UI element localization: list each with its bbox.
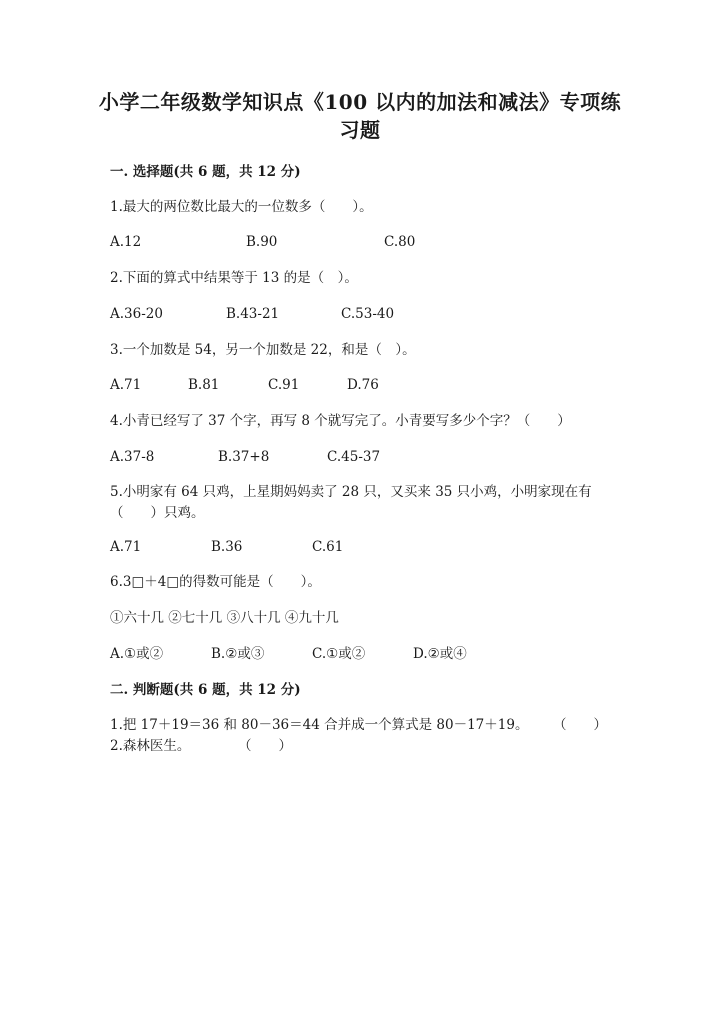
q1-option-a: A.12 xyxy=(110,234,142,250)
question-1: 1.最大的两位数比最大的一位数多（ ）。 xyxy=(110,199,373,215)
page-title: 小学二年级数学知识点《100 以内的加法和减法》专项练习题 xyxy=(98,90,622,142)
question-3: 3.一个加数是 54，另一个加数是 22，和是（ ）。 xyxy=(110,342,416,358)
q6-option-b: B.②或③ xyxy=(211,646,265,662)
q4-option-a: A.37-8 xyxy=(110,449,155,465)
section-heading-choice: 一. 选择题(共 6 题，共 12 分) xyxy=(110,164,301,180)
section-heading-judge: 二. 判断题(共 6 题，共 12 分) xyxy=(110,682,301,698)
q5-option-c: C.61 xyxy=(312,539,344,555)
question-4: 4.小青已经写了 37 个字，再写 8 个就写完了。小青要写多少个字？（ ） xyxy=(110,413,571,429)
q3-option-c: C.91 xyxy=(268,377,300,393)
q4-option-b: B.37+8 xyxy=(218,449,270,465)
q6-choices: ①六十几 ②七十几 ③八十几 ④九十几 xyxy=(110,610,339,626)
judge-item-2: 2.森林医生。 xyxy=(110,738,191,754)
q2-option-b: B.43-21 xyxy=(226,306,280,322)
q1-option-c: C.80 xyxy=(384,234,416,250)
q5-option-a: A.71 xyxy=(110,539,142,555)
question-6: 6.3□＋4□的得数可能是（ ）。 xyxy=(110,574,321,590)
question-2: 2.下面的算式中结果等于 13 的是（ ）。 xyxy=(110,270,358,286)
q6-option-c: C.①或② xyxy=(312,646,366,662)
q1-option-b: B.90 xyxy=(246,234,278,250)
q2-option-c: C.53-40 xyxy=(341,306,395,322)
q3-option-d: D.76 xyxy=(347,377,379,393)
q3-option-b: B.81 xyxy=(188,377,220,393)
q3-option-a: A.71 xyxy=(110,377,142,393)
q5-option-b: B.36 xyxy=(211,539,243,555)
q2-option-a: A.36-20 xyxy=(110,306,163,322)
question-5: 5.小明家有 64 只鸡，上星期妈妈卖了 28 只，又买来 35 只小鸡，小明家现在有（ ）只鸡。 xyxy=(110,484,592,521)
judge-item-1-answer-paren: （ ） xyxy=(553,717,607,733)
q6-option-a: A.①或② xyxy=(110,646,164,662)
judge-item-2-answer-paren: （ ） xyxy=(238,738,292,754)
q6-option-d: D.②或④ xyxy=(413,646,467,662)
q4-option-c: C.45-37 xyxy=(327,449,381,465)
judge-item-1: 1.把 17＋19＝36 和 80－36＝44 合并成一个算式是 80－17＋19。 xyxy=(110,717,529,733)
